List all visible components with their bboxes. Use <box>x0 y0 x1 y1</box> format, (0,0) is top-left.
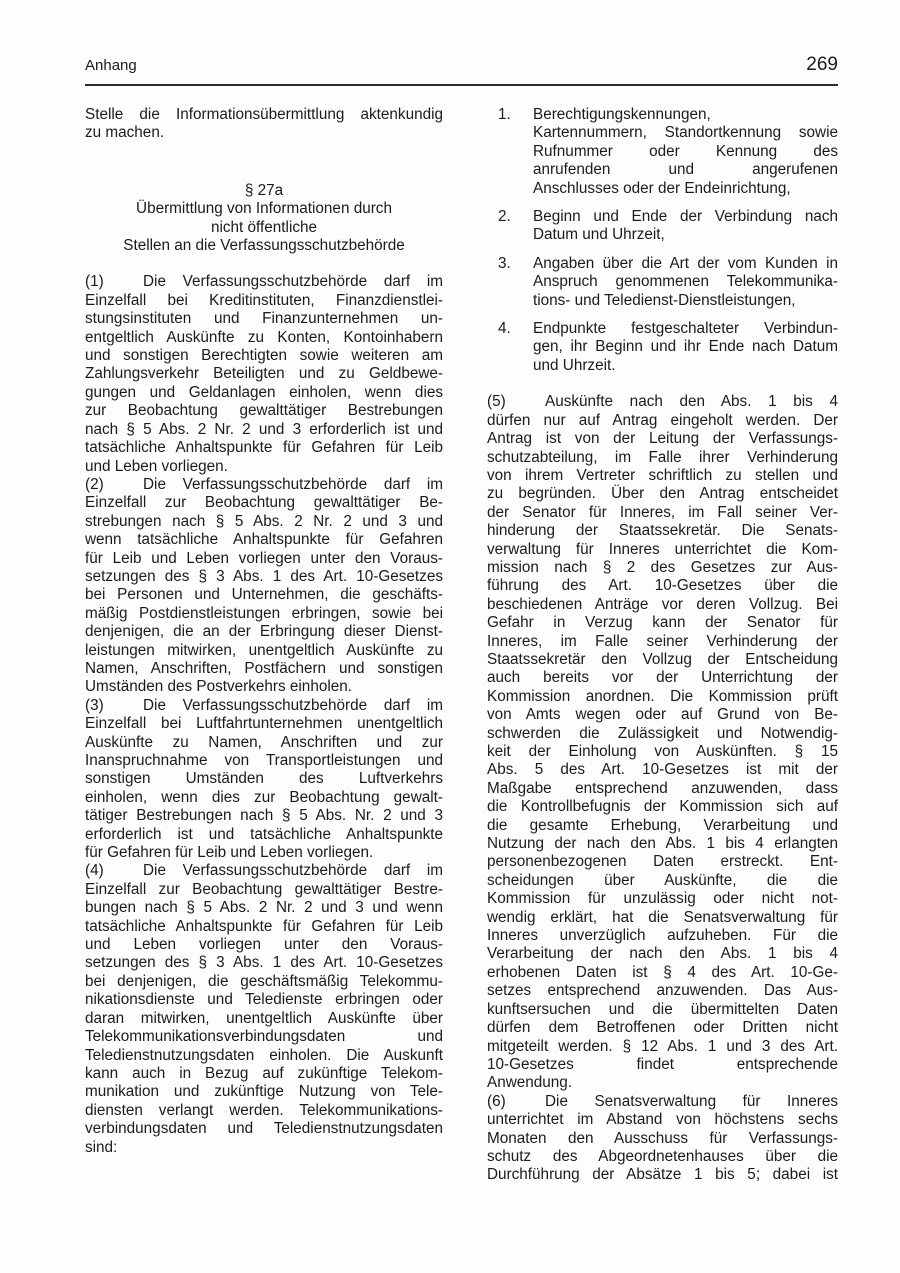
text-line: Gefahr in Verzug kann der Senator für <box>487 614 838 632</box>
intro-paragraph <box>85 106 443 143</box>
text-line: für Leib und Leben vorliegen unter den Voraus- <box>85 549 443 567</box>
text-line: für Gefahren für Leib und Leben vorliegen. <box>85 844 374 862</box>
text-line: Durchführung der Absätze 1 bis 5; dabei ist <box>487 1166 838 1184</box>
text-line: schutzabteilung, im Falle ihrer Verhinderung <box>487 448 838 466</box>
text-line: gungen und Geldanlagen einholen, wenn dies <box>85 383 443 401</box>
list-item-3 <box>487 255 838 310</box>
text-line: Verarbeitung der nach den Abs. 1 bis 4 <box>487 945 838 963</box>
text-line: Berechtigungskennungen, <box>533 106 711 123</box>
heading-line: nicht öffentliche <box>210 218 318 236</box>
heading-line: Stellen an die Verfassungsschutzbehörde <box>123 237 405 255</box>
text-line: erhobenen Daten ist § 4 des Art. 10-Ge- <box>487 963 838 981</box>
text-line: Inneres, im Falle seiner Verhinderung der <box>487 632 838 650</box>
text-line: sonstigen Umständen des Luftverkehrs <box>85 770 443 788</box>
text-line: die gesamte Erhebung, Verarbeitung und <box>487 816 838 834</box>
text-line: unterrichtet im Abstand von höchstens sechs <box>487 1111 838 1129</box>
text-line: setzungen des § 3 Abs. 1 des Art. 10-Gesetzes <box>85 567 443 585</box>
text-line: Abs. 5 des Art. 10-Gesetzes ist mit der <box>487 761 838 779</box>
list-item-number: 1. <box>498 106 511 123</box>
text-line: zu begründen. Über den Antrag entscheidet <box>487 485 838 503</box>
text-line: tatsächliche Anhaltspunkte für Gefahren für Leib <box>85 439 443 457</box>
text-line: Einzelfall zur Beobachtung gewalttätiger Be- <box>85 494 443 512</box>
text-line: zu machen. <box>85 124 165 142</box>
text-line: Kartennummern, Standortkennung sowie <box>533 124 838 142</box>
text-line: munikation und zukünftige Nutzung von Tele- <box>85 1083 443 1101</box>
text-line: Einzelfall zur Beobachtung gewalttätiger Bestre- <box>85 880 443 898</box>
text-line: mitgeteilt werden. § 12 Abs. 1 und 3 des Art. <box>487 1037 838 1055</box>
paragraph-number: (2) <box>85 475 104 493</box>
text-line: Inneres unverzüglich aufzuheben. Für die <box>487 927 838 945</box>
text-line: und Leben vorliegen. <box>85 457 228 475</box>
text-line: Antrag ist von der Leitung der Verfassungs- <box>487 430 838 448</box>
text-line: Namen, Anschriften, Postfächern und sonstigen <box>85 659 443 677</box>
paragraph-1 <box>85 273 443 475</box>
text-line: bei denjenigen, die geschäftsmäßig Telekommu- <box>85 972 443 990</box>
list-item-number: 2. <box>498 208 511 226</box>
text-line: nikationsdienste und Teledienste erbringen oder <box>85 991 443 1009</box>
text-line: und Leben vorliegen unter den Voraus- <box>85 936 443 954</box>
text-line: Auskünfte zu Namen, Anschriften und zur <box>85 733 443 751</box>
text-line: Inanspruchnahme von Transportleistungen und <box>85 752 443 769</box>
text-line: Telekommunikationsverbindungsdaten und <box>85 1028 443 1046</box>
text-line: kunftsersuchen und die übermittelten Daten <box>487 1000 838 1018</box>
text-line: von ihrem Vertreter schriftlich zu stellen und <box>487 466 838 484</box>
text-line: Anspruch genommenen Telekommunika- <box>533 273 838 291</box>
text-line: Kommission für unzulässig oder nicht not- <box>487 890 838 908</box>
text-line: Beginn und Ende der Verbindung nach <box>533 208 838 226</box>
text-line: personenbezogenen Daten erstreckt. Ent- <box>487 853 838 871</box>
text-line: Einzelfall bei Luftfahrtunternehmen unentgeltlich <box>85 715 443 733</box>
text-line: (2) Die Verfassungsschutzbehörde darf im <box>85 475 443 493</box>
text-line: Endpunkte festgeschalteter Verbindun- <box>533 320 838 338</box>
text-line: kann auch in Bezug auf zukünftige Telekom- <box>85 1064 443 1082</box>
text-line: beschiedenen Anträge vor deren Vollzug. Bei <box>487 595 838 613</box>
text-line: auch bereits vor der Unterrichtung der <box>487 669 838 687</box>
text-line: mission nach § 2 des Gesetzes zur Aus- <box>487 558 838 576</box>
text-line: anrufenden und angerufenen <box>533 161 838 179</box>
text-line: (1) Die Verfassungsschutzbehörde darf im <box>85 273 443 291</box>
text-line: dürfen dem Betroffenen oder Dritten nicht <box>487 1019 838 1037</box>
text-line: Nutzung der nach den Abs. 1 bis 4 erlangten <box>487 835 838 853</box>
text-line: Einzelfall bei Kreditinstituten, Finanzdienstlei- <box>85 291 443 309</box>
text-line: erforderlich ist und tatsächliche Anhaltspunkte <box>85 825 443 843</box>
section-heading-27a <box>85 182 443 256</box>
text-line: Rufnummer oder Kennung des <box>533 142 838 160</box>
header-section-title: Anhang <box>85 57 137 74</box>
text-line: Umständen des Postverkehrs einholen. <box>85 678 352 696</box>
left-column <box>85 106 443 1185</box>
text-line: von Amts wegen oder auf Grund von Be- <box>487 706 838 724</box>
paragraph-number: (6) <box>487 1092 506 1110</box>
text-line: Anwendung. <box>487 1074 573 1092</box>
header-rule <box>85 84 838 86</box>
text-line: der Senator für Inneres, im Fall seiner Ver- <box>487 503 838 521</box>
text-line: Teledienstnutzungsdaten einholen. Die Auskunft <box>85 1046 443 1064</box>
text-columns <box>85 106 838 1185</box>
text-line: setzungen des § 3 Abs. 1 des Art. 10-Gesetzes <box>85 954 443 972</box>
text-line: (3) Die Verfassungsschutzbehörde darf im <box>85 696 443 714</box>
paragraph-4 <box>85 862 443 1157</box>
text-line: Staatssekretär den Vollzug der Entscheidung <box>487 650 838 668</box>
text-line: tätiger Bestrebungen nach § 5 Abs. Nr. 2 und 3 <box>85 807 443 825</box>
text-line: tions- und Teledienst-Dienstleistungen, <box>533 291 796 309</box>
paragraph-2 <box>85 476 443 697</box>
paragraph-number: (1) <box>85 273 104 291</box>
text-line: und Uhrzeit. <box>533 356 616 374</box>
text-line: führung des Art. 10-Gesetzes über die <box>487 577 838 595</box>
text-line: (5) Auskünfte nach den Abs. 1 bis 4 <box>487 393 838 411</box>
list-item-1 <box>487 106 838 198</box>
text-line: Maßgabe entsprechend anzuwenden, dass <box>487 779 838 797</box>
paragraph-5 <box>487 393 838 1092</box>
list-item-body <box>533 255 838 310</box>
text-line: wenn tatsächliche Anhaltspunkte für Gefahren <box>85 531 443 549</box>
text-line: bei Personen und Unternehmen, die geschäfts- <box>85 586 443 604</box>
text-line: tatsächliche Anhaltspunkte für Gefahren für Leib <box>85 917 443 935</box>
text-line: Datum und Uhrzeit, <box>533 226 665 244</box>
text-line: strebungen nach § 5 Abs. 2 Nr. 2 und 3 und <box>85 512 443 530</box>
paragraph-number: (4) <box>85 862 104 880</box>
list-item-body <box>533 320 838 375</box>
page-number: 269 <box>806 54 838 75</box>
list-item-number: 3. <box>498 254 511 272</box>
heading-line: § 27a <box>244 181 284 199</box>
page-header <box>85 54 838 76</box>
paragraph-6 <box>487 1093 838 1185</box>
paragraph-number: (3) <box>85 696 104 714</box>
text-line: (4) Die Verfassungsschutzbehörde darf im <box>85 862 443 880</box>
text-line: und sonstigen Berechtigten sowie weiteren am <box>85 347 443 365</box>
text-line: verbindungsdaten und Teledienstnutzungsdaten <box>85 1120 443 1138</box>
text-line: entgeltlich Auskünfte zu Konten, Kontoinhabern <box>85 328 443 346</box>
text-line: Anschlusses oder der Endeinrichtung, <box>533 179 791 197</box>
text-line: stungsinstituten und Finanzunternehmen un- <box>85 310 443 328</box>
text-line: mäßig Postdienstleistungen erbringen, sowie bei <box>85 604 443 622</box>
text-line: nach § 5 Abs. 2 Nr. 2 und 3 erforderlich ist und <box>85 420 443 438</box>
text-line: daran mitwirken, unentgeltlich Auskünfte über <box>85 1009 443 1027</box>
list-item-body <box>533 106 838 198</box>
text-line: denjenigen, die an der Erbringung dieser Dienst- <box>85 623 443 641</box>
list-item-number: 4. <box>498 320 511 338</box>
text-line: die Kontrollbefugnis der Kommission sich auf <box>487 798 838 816</box>
text-line: Monaten den Ausschuss für Verfassungs- <box>487 1129 838 1147</box>
paragraph-3 <box>85 697 443 863</box>
text-line: leistungen mitwirken, unentgeltlich Auskünfte zu <box>85 641 443 659</box>
text-line: Angaben über die Art der vom Kunden in <box>533 254 838 272</box>
right-column <box>487 106 838 1185</box>
list-item-2 <box>487 208 838 245</box>
text-line: setzes entsprechend anzuwenden. Das Aus- <box>487 982 838 1000</box>
text-line: schutz des Abgeordnetenhauses über die <box>487 1147 838 1165</box>
heading-line: Übermittlung von Informationen durch <box>136 200 392 218</box>
text-line: keit der Einholung von Auskünften. § 15 <box>487 743 838 760</box>
text-line: Zahlungsverkehr Beteiligten und zu Geldbewe- <box>85 365 443 383</box>
text-line: hinderung der Staatssekretär. Die Senats- <box>487 522 838 540</box>
text-line: Stelle die Informationsübermittlung aktenkundig <box>85 106 443 123</box>
text-line: einholen, wenn dies zur Beobachtung gewalt- <box>85 788 443 806</box>
text-line: schwerden die Zulässigkeit und Notwendig- <box>487 724 838 742</box>
text-line: gen, ihr Beginn und ihr Ende nach Datum <box>533 338 838 356</box>
list-item-4 <box>487 320 838 375</box>
text-line: Kommission anordnen. Die Kommission prüft <box>487 687 838 705</box>
text-line: diensten verlangt werden. Telekommunikations- <box>85 1101 443 1119</box>
text-line: wendig erklärt, hat die Senatsverwaltung für <box>487 908 838 926</box>
text-line: verwaltung für Inneres unterrichtet die Kom- <box>487 540 838 558</box>
list-item-body <box>533 208 838 245</box>
text-line: sind: <box>85 1138 118 1156</box>
text-line: dürfen nur auf Antrag eingeholt werden. Der <box>487 411 838 429</box>
text-line: 10-Gesetzes findet entsprechende <box>487 1055 838 1073</box>
text-line: scheidungen über Auskünfte, die die <box>487 871 838 889</box>
text-line: bungen nach § 5 Abs. 2 Nr. 2 und 3 und wenn <box>85 899 443 917</box>
text-line: zur Beobachtung gewalttätiger Bestrebungen <box>85 402 443 420</box>
paragraph-number: (5) <box>487 393 506 411</box>
text-line: (6) Die Senatsverwaltung für Inneres <box>487 1092 838 1110</box>
